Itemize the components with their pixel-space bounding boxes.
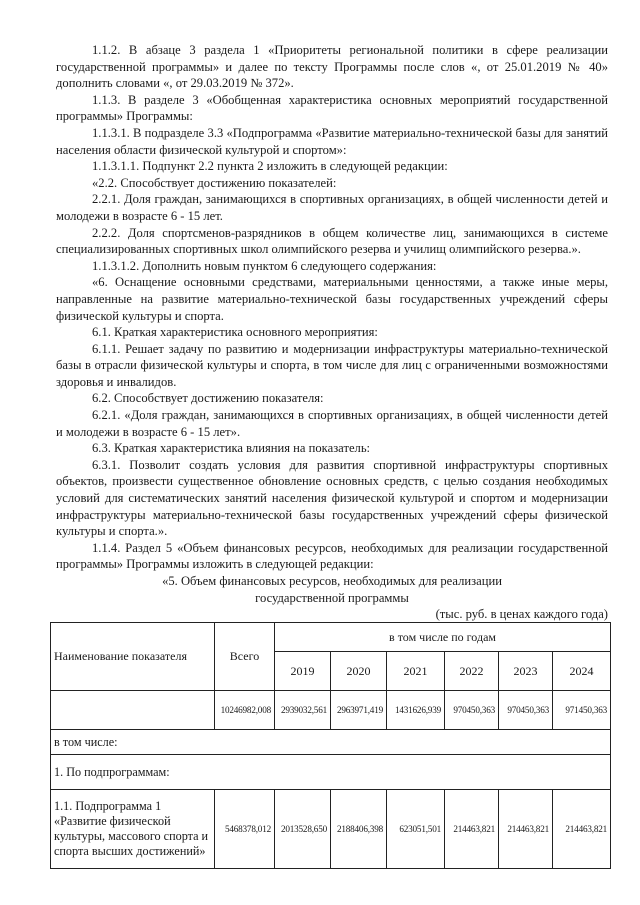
paragraph: 6.2.1. «Доля граждан, занимающихся в спортивных организациях, в общей численности детей и молодежи в возрасте 6 - 15 лет». — [56, 408, 608, 439]
paragraph: «6. Оснащение основными средствами, материальными ценностями, а также иные меры, направленные на развитие материально-технической базы государственных учреждений сферы физической культуры и спорта. — [56, 275, 608, 323]
document-body — [56, 42, 608, 623]
paragraph: 1.1.2. В абзаце 3 раздела 1 «Приоритеты региональной политики в сфере реализации государственной программы» и далее по тексту Программы после слов «, от 25.01.2019 № 40» дополнить словами «, от 29.03.2019 № 372». — [56, 43, 608, 91]
table-row-total — [51, 691, 611, 730]
cell-value: 2188406,398 — [331, 790, 387, 869]
paragraph: 2.2.2. Доля спортсменов-разрядников в общем количестве лиц, занимающихся в системе специализированных спортивных школ олимпийского резерва и училищ олимпийского резерва.». — [56, 225, 608, 257]
cell-total: 5468378,012 — [215, 790, 275, 869]
cell-value: 970450,363 — [499, 691, 553, 730]
cell-value: 623051,501 — [387, 790, 445, 869]
cell-total: 10246982,008 — [215, 691, 275, 730]
paragraph: 1.1.3.1.2. Дополнить новым пунктом 6 следующего содержания: — [92, 258, 437, 273]
paragraph: 1.1.4. Раздел 5 «Объем финансовых ресурсов, необходимых для реализации государственной программы» Программы изложить в следующей редакции: — [56, 540, 608, 572]
header-years-group: в том числе по годам — [275, 623, 611, 652]
units-note: (тыс. руб. в ценах каждого года) — [435, 607, 608, 622]
cell-value: 2963971,419 — [331, 691, 387, 730]
cell-value: 970450,363 — [445, 691, 499, 730]
cell-value: 214463,821 — [499, 790, 553, 869]
row-label: 1.1. Подпрограмма 1 «Развитие физической культуры, массового спорта и спорта высших достижений» — [51, 790, 215, 869]
cell-value: 2939032,561 — [275, 691, 331, 730]
table-row — [51, 755, 611, 790]
cell-value: 971450,363 — [553, 691, 611, 730]
header-year: 2024 — [553, 652, 611, 691]
row-label — [51, 691, 215, 730]
section-title-line-1: «5. Объем финансовых ресурсов, необходимых для реализации — [162, 574, 502, 588]
paragraph: 1.1.3.1. В подразделе 3.3 «Подпрограмма «Развитие материально-технической базы для занятий населения области физической культурой и спортом»: — [56, 125, 608, 157]
paragraph: 2.2.1. Доля граждан, занимающихся в спортивных организациях, в общей численности детей и молодежи в возрасте 6 - 15 лет. — [56, 192, 608, 223]
table-row — [51, 790, 611, 869]
paragraph: 6.1.1. Решает задачу по развитию и модернизации инфраструктуры материально-технической базы в отрасли физической культуры и спорта, в том числе для лиц с ограниченными возможностями здоровья и инвалидов. — [56, 341, 608, 389]
row-label: в том числе: — [51, 730, 611, 755]
header-year: 2019 — [275, 652, 331, 691]
table-row — [51, 730, 611, 755]
paragraph: 6.2. Способствует достижению показателя: — [92, 391, 324, 406]
paragraph: 6.1. Краткая характеристика основного мероприятия: — [92, 325, 378, 340]
finance-table — [50, 622, 611, 869]
header-name: Наименование показателя — [51, 623, 215, 691]
row-label: 1. По подпрограммам: — [51, 755, 611, 790]
paragraph: 1.1.3. В разделе 3 «Обобщенная характеристика основных мероприятий государственной программы» Программы: — [56, 92, 608, 124]
header-year: 2021 — [387, 652, 445, 691]
header-total: Всего — [215, 623, 275, 691]
paragraph: 1.1.3.1.1. Подпункт 2.2 пункта 2 изложить в следующей редакции: — [92, 159, 448, 174]
paragraph: 6.3.1. Позволит создать условия для развития спортивной инфраструктуры спортивных объектов, произвести существенное обновление основных средств, с целью создания необходимых условий для систематических занятий населения физической культурой и спортом и модернизации инфраструктуры материально-технической базы государственных учреждений сферы физической культуры и спорта.». — [56, 457, 608, 539]
cell-value: 214463,821 — [553, 790, 611, 869]
section-title-line-2: государственной программы — [255, 590, 409, 605]
paragraph: «2.2. Способствует достижению показателей: — [92, 175, 337, 190]
header-year: 2023 — [499, 652, 553, 691]
table-header-row — [51, 623, 611, 652]
header-year: 2020 — [331, 652, 387, 691]
cell-value: 2013528,650 — [275, 790, 331, 869]
paragraph: 6.3. Краткая характеристика влияния на показатель: — [92, 441, 371, 456]
header-year: 2022 — [445, 652, 499, 691]
cell-value: 1431626,939 — [387, 691, 445, 730]
cell-value: 214463,821 — [445, 790, 499, 869]
